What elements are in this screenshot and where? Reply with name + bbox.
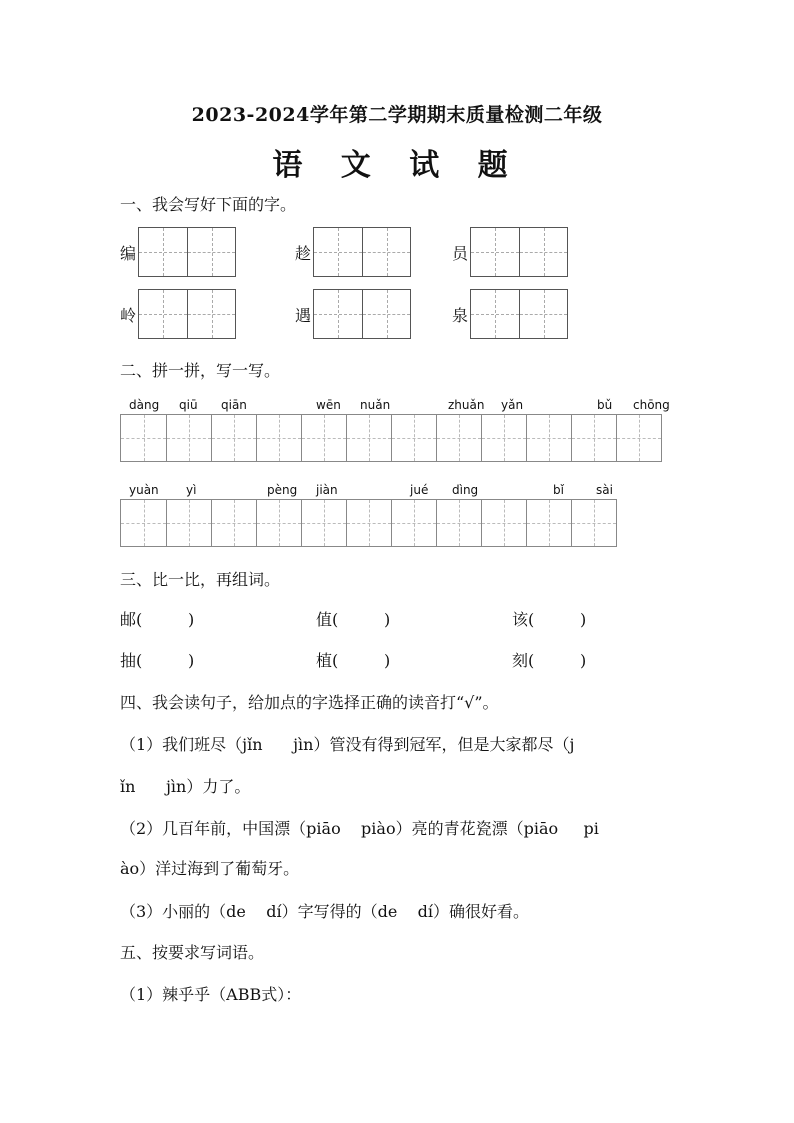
writing-grid[interactable]: [313, 289, 411, 339]
compare-item[interactable]: 值( ): [316, 610, 391, 629]
writing-grid[interactable]: [138, 289, 236, 339]
char-box-6: [452, 289, 568, 339]
section-4-heading: 四、我会读句子，给加点的字选择正确的读音打“√”。: [120, 693, 499, 712]
pinyin-label: zhuǎn: [448, 398, 485, 412]
sentence-line: ào）洋过海到了葡萄牙。: [120, 859, 300, 878]
pinyin-label: yǎn: [501, 398, 524, 412]
sentence-line: （3）小丽的（de dí）字写得的（de dí）确很好看。: [120, 902, 530, 921]
compare-item[interactable]: 邮( ): [120, 610, 195, 629]
writing-grid[interactable]: [313, 227, 411, 277]
compare-item[interactable]: 刻( ): [512, 651, 587, 670]
pinyin-label: qiān: [221, 398, 247, 412]
char-label: 遇: [295, 305, 312, 325]
char-box-1: [120, 227, 236, 277]
compare-item[interactable]: 该( ): [512, 610, 587, 629]
sentence-line: （2）几百年前，中国漂（piāo piào）亮的青花瓷漂（piāo pi: [120, 819, 599, 838]
writing-grid[interactable]: [138, 227, 236, 277]
word-task-line: （1）辣乎乎（ABB式）：: [120, 985, 302, 1004]
pinyin-label: pèng: [267, 483, 298, 497]
char-label: 编: [120, 243, 137, 263]
sentence-line: （1）我们班尽（jǐn jìn）管没有得到冠军，但是大家都尽（j: [120, 735, 575, 754]
char-box-5: [295, 289, 411, 339]
writing-grid[interactable]: [470, 227, 568, 277]
pinyin-label: bǐ: [553, 483, 564, 497]
section-3-heading: 三、比一比，再组词。: [120, 570, 281, 589]
pinyin-label: nuǎn: [360, 398, 391, 412]
char-label: 员: [452, 243, 469, 263]
char-label: 岭: [120, 305, 137, 325]
section-2-heading: 二、拼一拼，写一写。: [120, 361, 281, 380]
pinyin-label: chōng: [633, 398, 670, 412]
pinyin-label: jué: [410, 483, 429, 497]
writing-grid[interactable]: [470, 289, 568, 339]
pinyin-grid-row-1[interactable]: [120, 414, 662, 462]
sentence-line: ǐn jìn）力了。: [120, 777, 251, 796]
pinyin-label: dìng: [452, 483, 479, 497]
char-box-3: [452, 227, 568, 277]
pinyin-grid-row-2[interactable]: [120, 499, 617, 547]
pinyin-label: yuàn: [129, 483, 159, 497]
pinyin-row-2: [120, 483, 680, 499]
pinyin-label: yì: [186, 483, 197, 497]
pinyin-label: bǔ: [597, 398, 613, 412]
pinyin-label: qiū: [179, 398, 198, 412]
compare-item[interactable]: 植( ): [316, 651, 391, 670]
page-title: 语 文 试 题: [272, 148, 522, 183]
char-label: 趁: [295, 243, 312, 263]
pinyin-label: dàng: [129, 398, 160, 412]
pinyin-label: sài: [596, 483, 613, 497]
char-label: 泉: [452, 305, 469, 325]
pinyin-label: wēn: [316, 398, 341, 412]
section-5-heading: 五、按要求写词语。: [120, 943, 265, 962]
section-1-heading: 一、我会写好下面的字。: [120, 195, 297, 214]
pinyin-row-1: [120, 398, 680, 414]
pinyin-label: jiàn: [316, 483, 338, 497]
exam-header: 2023-2024学年第二学期期末质量检测二年级: [191, 104, 603, 126]
char-box-2: [295, 227, 411, 277]
char-box-4: [120, 289, 236, 339]
compare-item[interactable]: 抽( ): [120, 651, 195, 670]
